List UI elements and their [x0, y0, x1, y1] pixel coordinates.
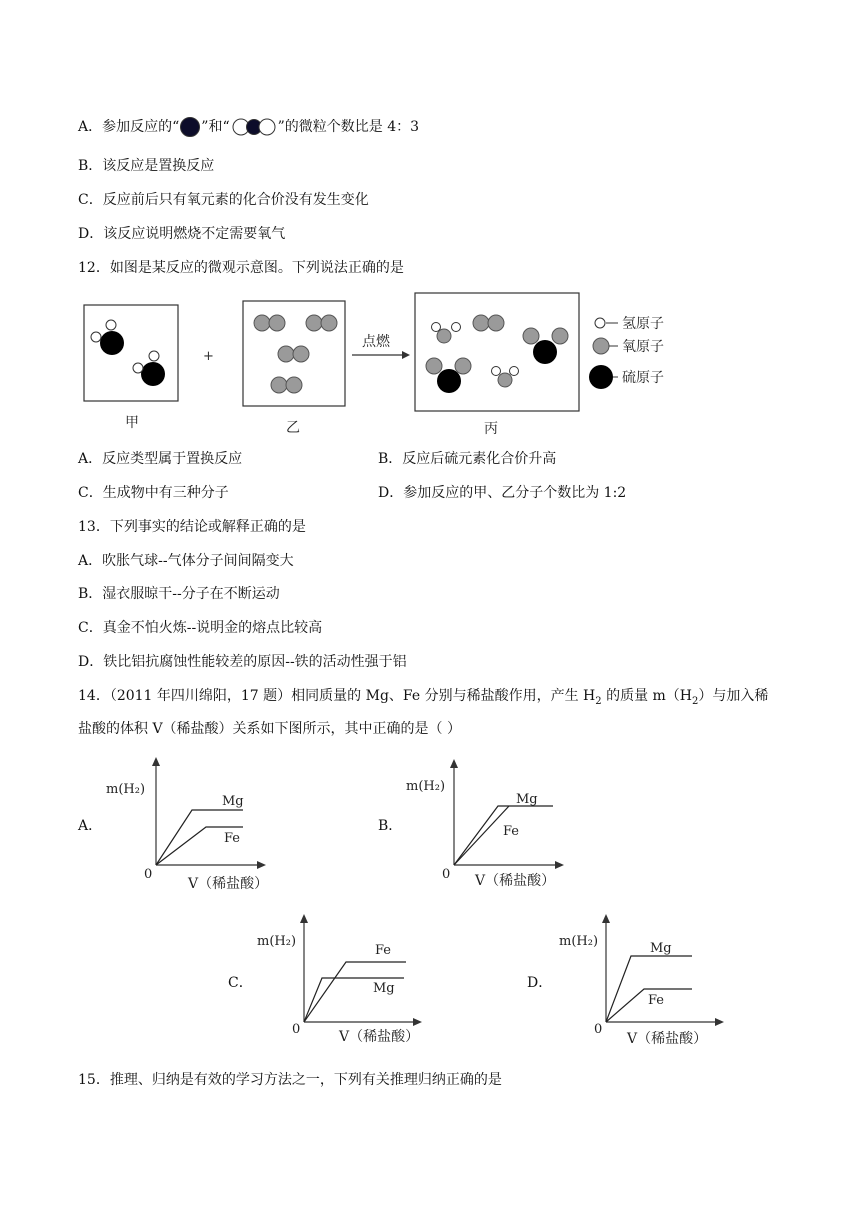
legend-sulfur: 硫原子 — [622, 370, 664, 386]
oxygen-molecule-icon — [230, 116, 278, 138]
series-top-label: Mg — [650, 941, 672, 956]
x-axis-label: V（稀盐酸） — [475, 873, 556, 889]
h2s-molecule-icon — [91, 320, 124, 355]
q14-stem-line1: 14．（2011 年四川绵阳，17 题）相同质量的 Mg、Fe 分别与稀盐酸作用，产生 $H_2$ 的质量 $m(H_2)$与加入稀 — [78, 688, 769, 707]
x-axis-arrow-icon — [555, 861, 564, 869]
h2o-molecule-icon — [492, 367, 519, 388]
series-top-label: Fe — [375, 943, 392, 958]
graph-d — [552, 912, 742, 1052]
q13-option-b: B．湿衣服晾干--分子在不断运动 — [78, 586, 280, 602]
q14-option-d-label: D． — [527, 975, 553, 991]
q15-stem: 15．推理、归纳是有效的学习方法之一，下列有关推理归纳正确的是 — [78, 1072, 502, 1088]
q12-stem: 12．如图是某反应的微观示意图。下列说法正确的是 — [78, 260, 404, 276]
q11-option-a-prefix: A．参加反应的“ — [78, 119, 180, 135]
y-axis-arrow-icon — [450, 759, 458, 768]
x-axis-arrow-icon — [715, 1018, 724, 1026]
y-axis-label: m(H₂) — [406, 779, 446, 794]
sulfur-atom-icon — [179, 116, 201, 138]
series-top-label: Mg — [516, 792, 538, 807]
q12-option-c: C．生成物中有三种分子 — [78, 485, 229, 501]
arrow-head-icon — [402, 351, 410, 359]
legend-sulfur-icon — [589, 365, 613, 389]
arrow-label: 点燃 — [362, 334, 390, 350]
y-axis-arrow-icon — [152, 757, 160, 766]
q11-option-a-middle: ”和“ — [201, 119, 230, 135]
origin-label: 0 — [144, 867, 153, 882]
so2-molecule-icon — [426, 358, 471, 393]
q13-option-c: C．真金不怕火炼--说明金的熔点比较高 — [78, 620, 323, 636]
q14-option-c-label: C． — [228, 975, 253, 991]
o2-molecule-icon — [271, 377, 302, 393]
x-axis-arrow-icon — [257, 861, 266, 869]
x-axis-label: V（稀盐酸） — [339, 1029, 420, 1045]
o2-molecule-icon — [306, 315, 337, 331]
q11-option-b: B．该反应是置换反应 — [78, 158, 215, 174]
q13-option-d: D．铁比铝抗腐蚀性能较差的原因--铁的活动性强于铝 — [78, 654, 407, 670]
label-bing: 丙 — [484, 421, 498, 437]
y-axis-label: m(H₂) — [257, 934, 297, 949]
q13-stem: 13．下列事实的结论或解释正确的是 — [78, 519, 306, 535]
plus-sign: + — [203, 349, 214, 364]
graph-c — [250, 912, 440, 1052]
h2s-molecule-icon — [133, 351, 165, 386]
q12-option-b: B．反应后硫元素化合价升高 — [378, 451, 557, 467]
q12-option-a: A．反应类型属于置换反应 — [78, 451, 243, 467]
legend-oxygen: 氧原子 — [622, 339, 664, 355]
y-axis-arrow-icon — [602, 914, 610, 923]
series-bottom-label: Fe — [224, 831, 241, 846]
legend-oxygen-icon — [593, 338, 609, 354]
legend-hydrogen-icon — [595, 318, 605, 328]
graph-a — [100, 755, 290, 895]
series-top-label: Mg — [222, 794, 244, 809]
q11-option-a-suffix: ”的微粒个数比是 4：3 — [277, 119, 420, 135]
x-axis-arrow-icon — [413, 1018, 422, 1026]
o2-molecule-icon — [473, 315, 504, 331]
label-jia: 甲 — [125, 415, 139, 431]
y-axis-label: m(H₂) — [106, 782, 146, 797]
graph-b — [398, 757, 588, 897]
q11-option-c: C．反应前后只有氧元素的化合价没有发生变化 — [78, 192, 369, 208]
series-bottom-label: Fe — [503, 824, 520, 839]
legend-hydrogen: 氢原子 — [622, 316, 664, 332]
q14-option-b-label: B． — [378, 818, 403, 834]
origin-label: 0 — [594, 1022, 603, 1037]
series-bottom-label: Fe — [648, 993, 665, 1008]
q12-option-d: D．参加反应的甲、乙分子个数比为 1:2 — [378, 485, 627, 501]
q11-option-a — [78, 116, 419, 138]
reaction-diagram — [0, 288, 860, 440]
q14-option-a-label: A． — [78, 818, 103, 834]
o2-molecule-icon — [254, 315, 285, 331]
series-bottom-label: Mg — [373, 981, 395, 996]
series-bottom-line — [454, 806, 509, 865]
x-axis-label: V（稀盐酸） — [627, 1031, 708, 1047]
q14-stem-line2: 盐酸的体积 V（稀盐酸）关系如下图所示，其中正确的是（ ） — [78, 721, 462, 737]
y-axis-arrow-icon — [300, 914, 308, 923]
so2-molecule-icon — [523, 328, 568, 364]
origin-label: 0 — [442, 867, 451, 882]
origin-label: 0 — [292, 1022, 301, 1037]
q11-option-d: D．该反应说明燃烧不定需要氧气 — [78, 226, 286, 242]
y-axis-label: m(H₂) — [559, 934, 599, 949]
q13-option-a: A．吹胀气球--气体分子间间隔变大 — [78, 553, 294, 569]
label-yi: 乙 — [286, 420, 300, 436]
h2o-molecule-icon — [432, 323, 461, 344]
o2-molecule-icon — [278, 346, 309, 362]
box-jia — [84, 305, 178, 401]
x-axis-label: V（稀盐酸） — [188, 876, 269, 892]
